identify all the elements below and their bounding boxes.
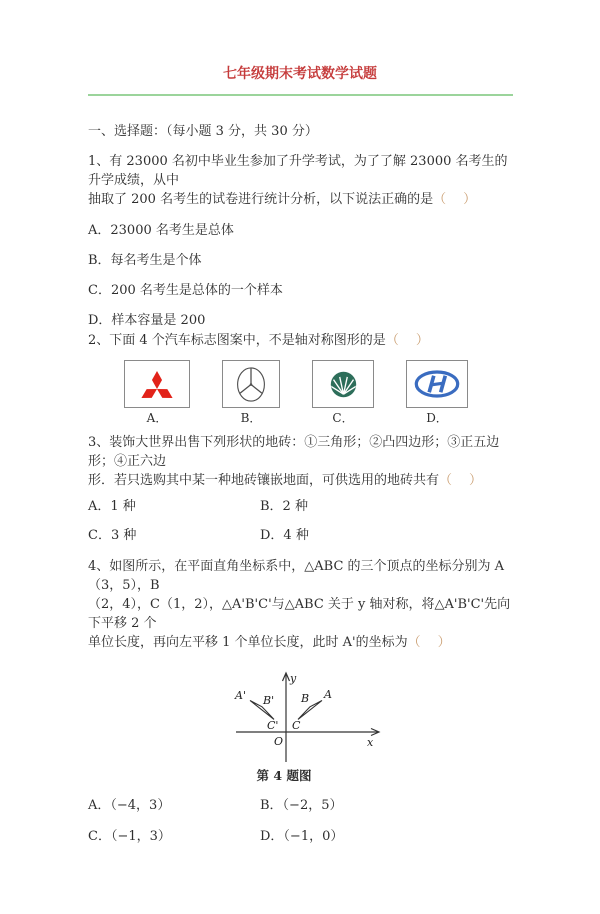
question-4-option-c: C．（−1，3） [88,829,171,844]
hyundai-logo-icon [406,360,468,408]
question-4-option-b: B．（−2，5） [260,798,343,813]
question-1-option-d: D．样本容量是 200 [88,313,206,328]
daewoo-logo-icon [312,360,374,408]
exam-content [88,122,512,845]
question-4 [88,557,512,845]
vertex-label-c-prime: C' [267,719,279,732]
question-2-text [88,331,512,350]
question-3-option-c: C．3 种 [88,528,137,543]
vertex-label-b: B [301,692,310,705]
vertex-label-a: A [324,688,332,701]
question-1-answer-bracket: （ ） [433,192,479,207]
vertex-label-a-prime: A' [235,689,246,702]
origin-label: O [274,735,284,748]
x-axis-label: x [367,736,374,749]
question-3-option-d: D．4 种 [260,528,309,543]
logo-option-b [222,360,280,425]
logo-label-c: C． [332,411,354,425]
question-4-text [88,557,512,652]
question-1-option-b: B．每名考生是个体 [88,253,202,268]
question-1-line1: 1、有 23000 名初中毕业生参加了升学考试，为了了解 23000 名考生的升学成绩，从中 [88,154,508,188]
question-3-options-row1 [88,498,512,515]
question-3-option-a: A．1 种 [88,499,136,514]
question-4-option-d: D．（−1，0） [260,829,344,844]
logo-option-c [312,360,374,425]
car-logos-row [88,360,512,425]
question-3-line1: 3、装饰大世界出售下列形状的地砖：①三角形；②凸四边形；③正五边形；④正六边 [88,435,500,469]
question-4-option-a: A．（−4，3） [88,798,171,813]
logo-label-b: B． [240,411,262,425]
coordinate-plane-figure [218,668,400,764]
logo-label-a: A． [146,411,168,425]
question-3-options-row2 [88,527,512,544]
mitsubishi-logo-icon [124,360,190,408]
page-title: 七年级期末考试数学试题 [223,66,377,82]
vertex-label-b-prime: B' [263,694,275,707]
question-1-option-c: C．200 名考生是总体的一个样本 [88,283,283,298]
question-1-text [88,152,512,209]
question-4-answer-bracket: （ ） [407,635,453,650]
section-heading: 一、选择题：（每小题 3 分，共 30 分） [88,124,318,139]
question-4-line1: 4、如图所示，在平面直角坐标系中，△ABC 的三个顶点的坐标分别为 A（3，5），B [88,559,505,593]
question-2 [88,331,512,425]
question-1 [88,152,512,329]
question-3-line2: 形．若只选购其中某一种地砖镶嵌地面，可供选用的地砖共有 [88,473,440,488]
question-1-option-a: A．23000 名考生是总体 [88,223,234,238]
question-2-line1: 2、下面 4 个汽车标志图案中，不是轴对称图形的是 [88,333,386,348]
question-3-option-b: B．2 种 [260,499,308,514]
question-4-options-row1 [88,797,512,814]
question-4-line2: （2，4），C（1，2），△A'B'C'与△ABC 关于 y 轴对称，将△A'B'C'先向下平移 2 个 [88,597,511,631]
question-4-options-row2 [88,828,512,845]
title-divider [88,94,513,96]
question-3-text [88,433,512,490]
question-4-line3: 单位长度，再向左平移 1 个单位长度，此时 A'的坐标为 [88,635,408,650]
logo-label-d: D． [426,411,448,425]
question-3-answer-bracket: （ ） [439,473,485,488]
question-2-answer-bracket: （ ） [385,333,431,348]
figure-caption: 第 4 题图 [256,768,312,783]
logo-option-d [406,360,468,425]
question-3 [88,433,512,544]
question-4-figure [218,668,400,783]
y-axis-label: y [290,672,297,685]
mercedes-benz-logo-icon [222,360,280,408]
exam-page [0,64,600,914]
logo-option-a [124,360,190,425]
question-1-line2: 抽取了 200 名考生的试卷进行统计分析，以下说法正确的是 [88,192,434,207]
vertex-label-c: C [292,719,301,732]
